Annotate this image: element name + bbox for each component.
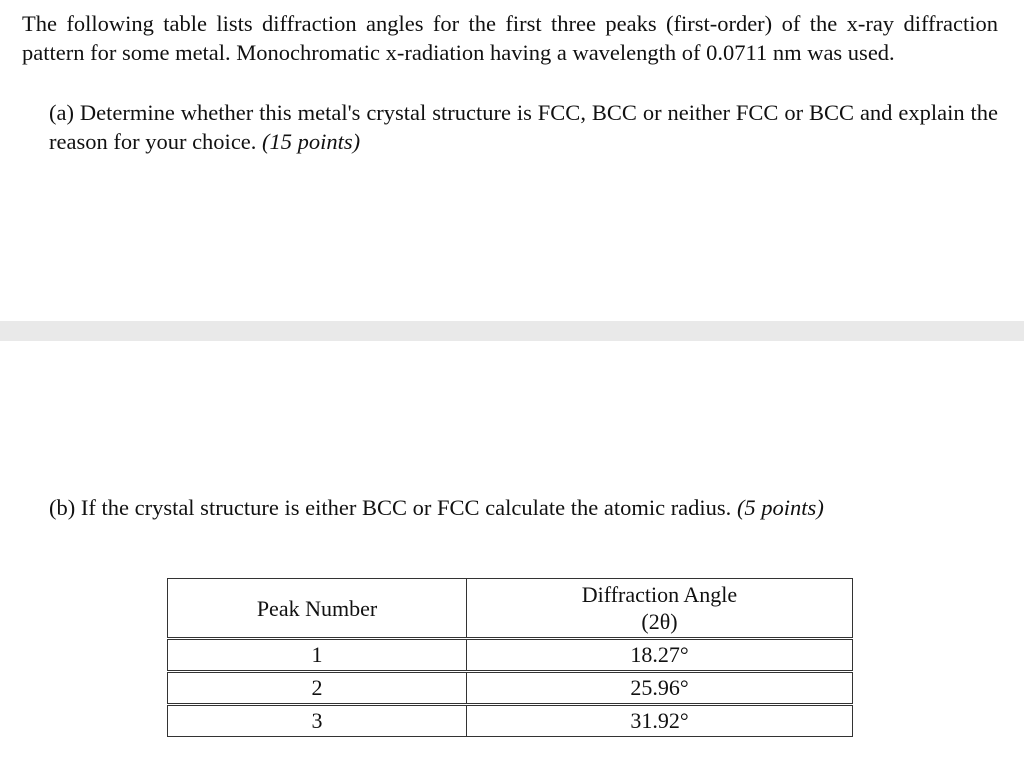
table-row [168, 639, 853, 672]
cell-peak-number: 1 [168, 639, 467, 672]
header-diffraction-angle [467, 579, 853, 639]
cell-peak-number: 2 [168, 672, 467, 705]
table-row [168, 672, 853, 705]
header-angle-line2: (2θ) [641, 609, 678, 634]
cell-diffraction-angle: 25.96° [467, 672, 853, 705]
part-b-points: (5 points) [736, 495, 824, 520]
problem-intro: The following table lists diffraction angles for the first three peaks (first-order) of the x-ray diffraction pattern for some metal. Monochromatic x-radiation having a wavelength of 0.0711 nm was used. [22, 11, 998, 65]
table-row [168, 705, 853, 737]
part-a-points: (15 points) [262, 129, 361, 154]
cell-diffraction-angle: 31.92° [467, 705, 853, 737]
section-divider [0, 321, 1024, 341]
part-b-question [49, 493, 824, 522]
part-a-text: (a) Determine whether this metal's crystal structure is FCC, BCC or neither FCC or BCC and explain the reason for your choice. [49, 100, 998, 154]
part-b-text: (b) If the crystal structure is either BCC or FCC calculate the atomic radius. [49, 495, 732, 520]
header-angle-line1: Diffraction Angle [581, 582, 738, 607]
diffraction-table [167, 578, 853, 737]
cell-diffraction-angle: 18.27° [467, 639, 853, 672]
header-peak-number: Peak Number [168, 579, 467, 639]
part-a-question [49, 98, 998, 156]
cell-peak-number: 3 [168, 705, 467, 737]
table-header-row [168, 579, 853, 639]
